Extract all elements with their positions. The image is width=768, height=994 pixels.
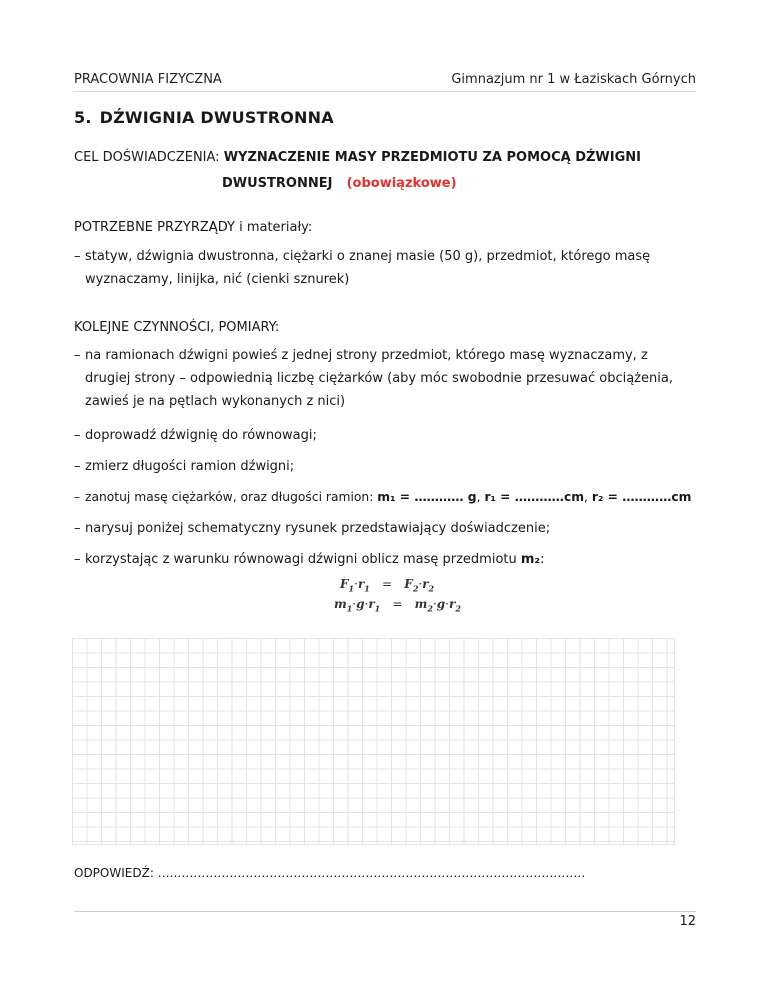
footer-divider: [74, 911, 696, 912]
goal-line-2: [222, 176, 457, 191]
measure-separator: ,: [476, 490, 485, 504]
page-header: [74, 72, 696, 92]
list-item-step-5: [74, 517, 696, 540]
goal-text-1: WYZNACZENIE MASY PRZEDMIOTU ZA POMOCĄ DŹWIGNI: [223, 150, 641, 165]
step-2-text: doprowadź dźwignię do równowagi;: [85, 428, 317, 443]
steps-heading: KOLEJNE CZYNNOŚCI, POMIARY:: [74, 320, 280, 335]
list-item-step-2: [74, 424, 696, 447]
formula-moments: [340, 577, 434, 593]
calc-suffix: :: [540, 552, 545, 567]
list-item-equipment: [74, 245, 696, 291]
formula-operator: ·: [432, 597, 437, 611]
equipment-item-text: statyw, dźwignia dwustronna, ciężarki o znanej masie (50 g), przedmiot, którego masę wyznaczamy, linijka, nić (cienki sznurek): [85, 249, 651, 287]
formula-operator: ·: [445, 597, 449, 611]
header-school-name: Gimnazjum nr 1 w Łaziskach Górnych: [451, 72, 696, 87]
goal-line-1: [74, 150, 641, 165]
formula-symbol: g: [356, 597, 365, 611]
formula-equals: =: [382, 577, 393, 591]
drawing-grid-area[interactable]: [72, 638, 675, 845]
goal-note: (obowiązkowe): [346, 176, 457, 191]
formula-subscript: 1: [374, 603, 381, 614]
r2-field: r₂ = …………cm: [591, 490, 692, 504]
formula-subscript: 1: [348, 583, 355, 594]
formula-subscript: 1: [346, 603, 353, 614]
step-5-text: narysuj poniżej schematyczny rysunek przedstawiający doświadczenie;: [85, 521, 551, 536]
formula-masses: [334, 597, 461, 613]
formula-operator: ·: [364, 597, 369, 611]
r1-field: r₁ = …………cm: [484, 490, 585, 504]
page-number: 12: [679, 914, 696, 929]
formula-symbol: r: [368, 597, 375, 611]
measure-prefix: zanotuj masę ciężarków, oraz długości ramion:: [85, 490, 378, 504]
formula-symbol: m: [414, 597, 428, 611]
calc-target: m₂: [520, 552, 541, 567]
formula-subscript: 1: [364, 583, 370, 594]
equipment-heading: POTRZEBNE PRZYRZĄDY i materiały:: [74, 220, 313, 235]
step-4-text: [74, 486, 696, 509]
calc-prefix: korzystając z warunku równowagi dźwigni oblicz masę przedmiotu: [85, 552, 521, 567]
section-title-text: DŹWIGNIA DWUSTRONNA: [99, 108, 334, 127]
goal-text-2: DWUSTRONNEJ: [222, 176, 333, 191]
formula-symbol: m: [334, 597, 347, 611]
step-1-text: na ramionach dźwigni powieś z jednej strony przedmiot, którego masę wyznaczamy, z drugiej strony – odpowiednią liczbę ciężarków (aby móc swobodnie przesuwać obciążenia, zawieś je na pętlach wykonanych z nici): [85, 348, 673, 409]
dash-marker: –: [74, 459, 81, 474]
section-title: [74, 108, 334, 127]
step-6-text: [74, 548, 696, 571]
list-item-step-4: [74, 486, 696, 509]
formula-symbol: r: [449, 597, 456, 611]
list-item-step-3: [74, 455, 696, 478]
answer-line: [74, 866, 585, 880]
answer-label: ODPOWIEDŹ:: [74, 866, 158, 880]
formula-symbol: r: [422, 577, 429, 591]
step-3-text: zmierz długości ramion dźwigni;: [85, 459, 295, 474]
formula-subscript: 2: [455, 603, 461, 614]
m1-field: m₁ = ………… g: [377, 490, 477, 504]
formula-operator: ·: [354, 577, 358, 591]
section-number: 5.: [74, 108, 92, 127]
dash-marker: –: [74, 428, 81, 443]
formula-symbol: F: [340, 577, 349, 591]
formula-operator: ·: [352, 597, 357, 611]
formula-operator: ·: [418, 577, 423, 591]
answer-blank[interactable]: …..…………………………………………………………………………………………: [157, 866, 586, 880]
measure-separator: ,: [584, 490, 592, 504]
formula-symbol: g: [436, 597, 446, 611]
list-item-step-1: [74, 344, 696, 413]
dash-marker: –: [74, 249, 81, 264]
formula-equals: =: [392, 597, 403, 611]
header-left-title: PRACOWNIA FIZYCZNA: [74, 72, 222, 87]
dash-marker: –: [74, 552, 81, 567]
goal-label: CEL DOŚWIADCZENIA:: [74, 150, 224, 165]
formula-subscript: 2: [428, 583, 435, 594]
dash-marker: –: [74, 348, 81, 363]
formula-symbol: r: [357, 577, 365, 591]
formula-subscript: 2: [427, 603, 433, 614]
formula-symbol: F: [404, 577, 413, 591]
dash-marker: –: [74, 521, 81, 536]
header-divider: [74, 91, 696, 92]
formula-subscript: 2: [412, 583, 419, 594]
list-item-step-6: [74, 548, 696, 571]
dash-marker: –: [74, 490, 81, 504]
